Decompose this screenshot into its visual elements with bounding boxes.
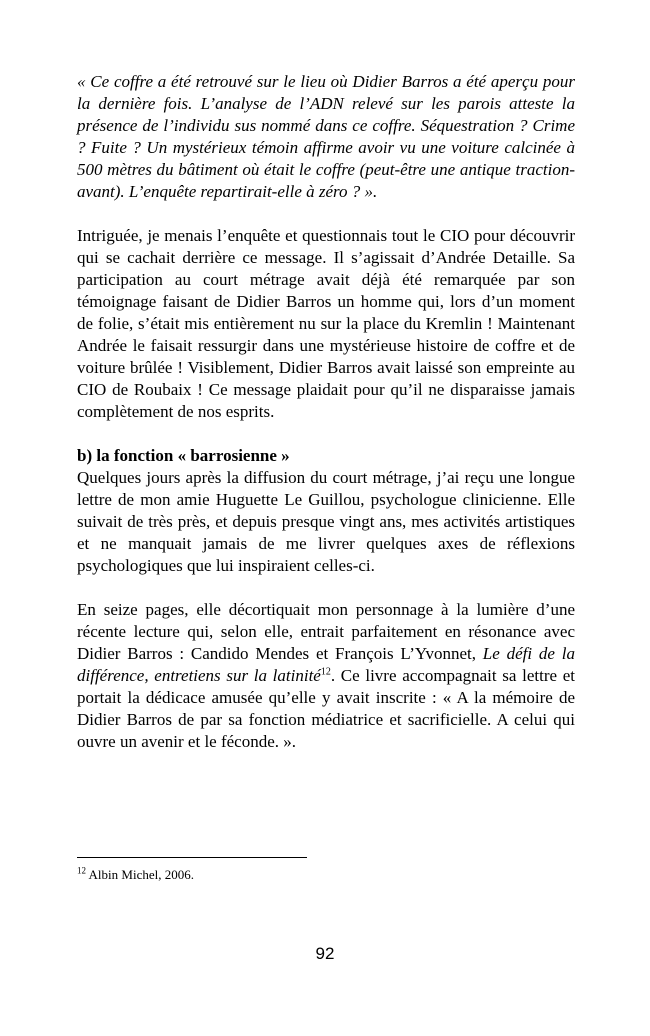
page-body (77, 71, 575, 753)
footnote-divider (77, 857, 307, 858)
paragraph-gap (77, 423, 575, 445)
page-number: 92 (315, 944, 335, 963)
paragraph-book (77, 599, 575, 753)
quote-paragraph: « Ce coffre a été retrouvé sur le lieu où Didier Barros a été aperçu pour la dernière fois. L’analyse de l’ADN relevé sur les parois atteste la présence de l’individu sus nommé dans ce coffre. Séquestration ? Crime ? Fuite ? Un mystérieux témoin affirme avoir vu une voiture calcinée à 500 mètres du bâtiment où était le coffre (peut-être une antique traction-avant). L’enquête repartirait-elle à zéro ? ». (77, 72, 575, 201)
footnote (77, 866, 575, 884)
paragraph-book-intro: En seize pages, elle décortiquait mon personnage à la lumière d’une récente lecture qui, selon elle, entrait parfaitement en résonance avec Didier Barros : Candido Mendes et François L’Yvonnet, (77, 600, 575, 663)
paragraph-investigation: Intriguée, je menais l’enquête et questionnais tout le CIO pour découvrir qui se cachait derrière ce message. Il s’agissait d’Andrée Detaille. Sa participation au court métrage avait déjà été remarquée par son témoignage faisant de Didier Barros un homme qui, lors d’un moment de folie, s’était mis entièrement nu sur la place du Kremlin ! Maintenant Andrée le faisait ressurgir dans une mystérieuse histoire de coffre et de voiture brûlée ! Visiblement, Didier Barros avait laissé son empreinte au CIO de Roubaix ! Ce message plaidait pour qu’il ne disparaisse jamais complètement de nos esprits. (77, 226, 575, 421)
paragraph-letter: Quelques jours après la diffusion du court métrage, j’ai reçu une longue lettre de mon amie Huguette Le Guillou, psychologue clinicienne. Elle suivait de très près, et depuis presque vingt ans, mes activités artistiques et ne manquait jamais de me livrer quelques axes de réflexions psychologiques que lui inspiraient celles-ci. (77, 468, 575, 575)
paragraph-gap (77, 577, 575, 599)
book-title: Le défi de la différence, entretiens sur la latinité (77, 644, 575, 685)
paragraph-book-rest: . Ce livre accompagnait sa lettre et portait la dédicace amusée qu’elle y avait inscrite : « A la mémoire de Didier Barros de par sa fonction médiatrice et sacrificielle. A celui qui ouvre un avenir et le féconde. ». (77, 666, 576, 751)
paragraph-gap (77, 203, 575, 225)
section-heading: b) la fonction « barrosienne » (77, 446, 290, 465)
footnote-text: Albin Michel, 2006. (86, 867, 194, 882)
footnote-number: 12 (77, 865, 86, 876)
footnote-reference[interactable]: 12 (320, 666, 331, 678)
